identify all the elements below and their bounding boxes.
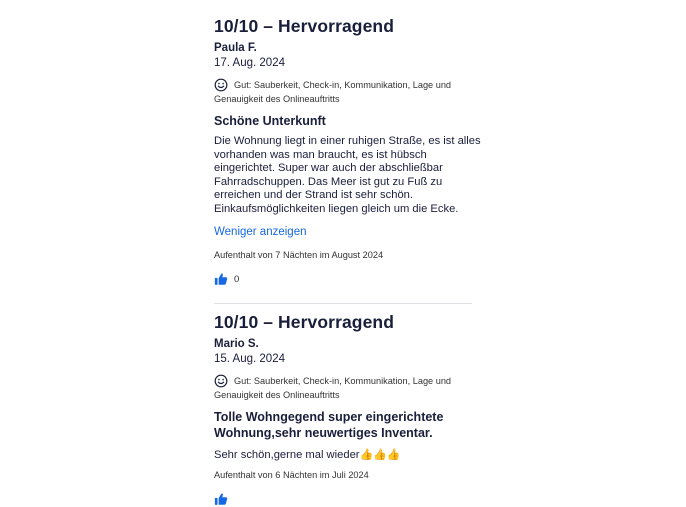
liked-aspects-line-2: Genauigkeit des Onlineauftritts xyxy=(214,94,340,104)
show-less-link[interactable]: Weniger anzeigen xyxy=(214,226,307,238)
review-text-line: eingerichtet. Super war auch der abschließbar xyxy=(214,162,443,174)
review-author: Mario S. xyxy=(214,338,259,350)
helpful-row xyxy=(214,491,472,507)
thumbs-up-icon[interactable] xyxy=(214,272,228,286)
review-stay-info: Aufenthalt von 7 Nächten im August 2024 xyxy=(214,250,384,260)
review-stay-info: Aufenthalt von 6 Nächten im Juli 2024 xyxy=(214,469,369,480)
review-text-line: Fahrradschuppen. Das Meer ist gut zu Fuß zu xyxy=(214,175,443,188)
review-text-line: Die Wohnung liegt in einer ruhigen Straße, es ist alles xyxy=(214,135,481,147)
reviews-list xyxy=(214,14,481,507)
review-text-line: erreichen und der Strand ist sehr schön. xyxy=(214,189,413,201)
review-liked-aspects xyxy=(214,374,472,402)
thumbs-up-emojis: 👍👍👍 xyxy=(359,449,401,461)
liked-aspects-line-1: Gut: Sauberkeit, Check-in, Kommunikation, Lage und xyxy=(234,376,452,386)
review-rating: 10/10 – Hervorragend xyxy=(214,312,395,332)
review-text-line: vorhanden was man braucht, es ist hübsch xyxy=(214,148,427,161)
review-rating: 10/10 – Hervorragend xyxy=(214,16,395,36)
helpful-row xyxy=(214,271,472,287)
review-card xyxy=(214,303,472,507)
review-text-line: Sehr schön,gerne mal wieder xyxy=(214,449,360,461)
smiley-icon xyxy=(214,374,228,388)
review-text-line: Einkaufsmöglichkeiten liegen gleich um die Ecke. xyxy=(214,202,459,215)
smiley-icon xyxy=(214,78,228,92)
review-text xyxy=(214,135,481,216)
review-title-line: Wohnung,sehr neuwertiges Inventar. xyxy=(214,426,433,440)
helpful-count: 0 xyxy=(234,273,240,285)
review-date: 17. Aug. 2024 xyxy=(214,57,285,69)
review-liked-aspects xyxy=(214,78,472,106)
review-title xyxy=(214,409,472,441)
review-title-line: Tolle Wohngegend super eingerichtete xyxy=(214,410,444,424)
review-card xyxy=(214,14,481,287)
liked-aspects-line-2: Genauigkeit des Onlineauftritts xyxy=(214,390,340,400)
liked-aspects-line-1: Gut: Sauberkeit, Check-in, Kommunikation, Lage und xyxy=(234,80,452,90)
thumbs-up-icon[interactable] xyxy=(214,492,228,506)
review-text xyxy=(214,449,472,463)
review-date: 15. Aug. 2024 xyxy=(214,353,285,365)
review-author: Paula F. xyxy=(214,42,257,54)
review-title: Schöne Unterkunft xyxy=(214,114,326,128)
